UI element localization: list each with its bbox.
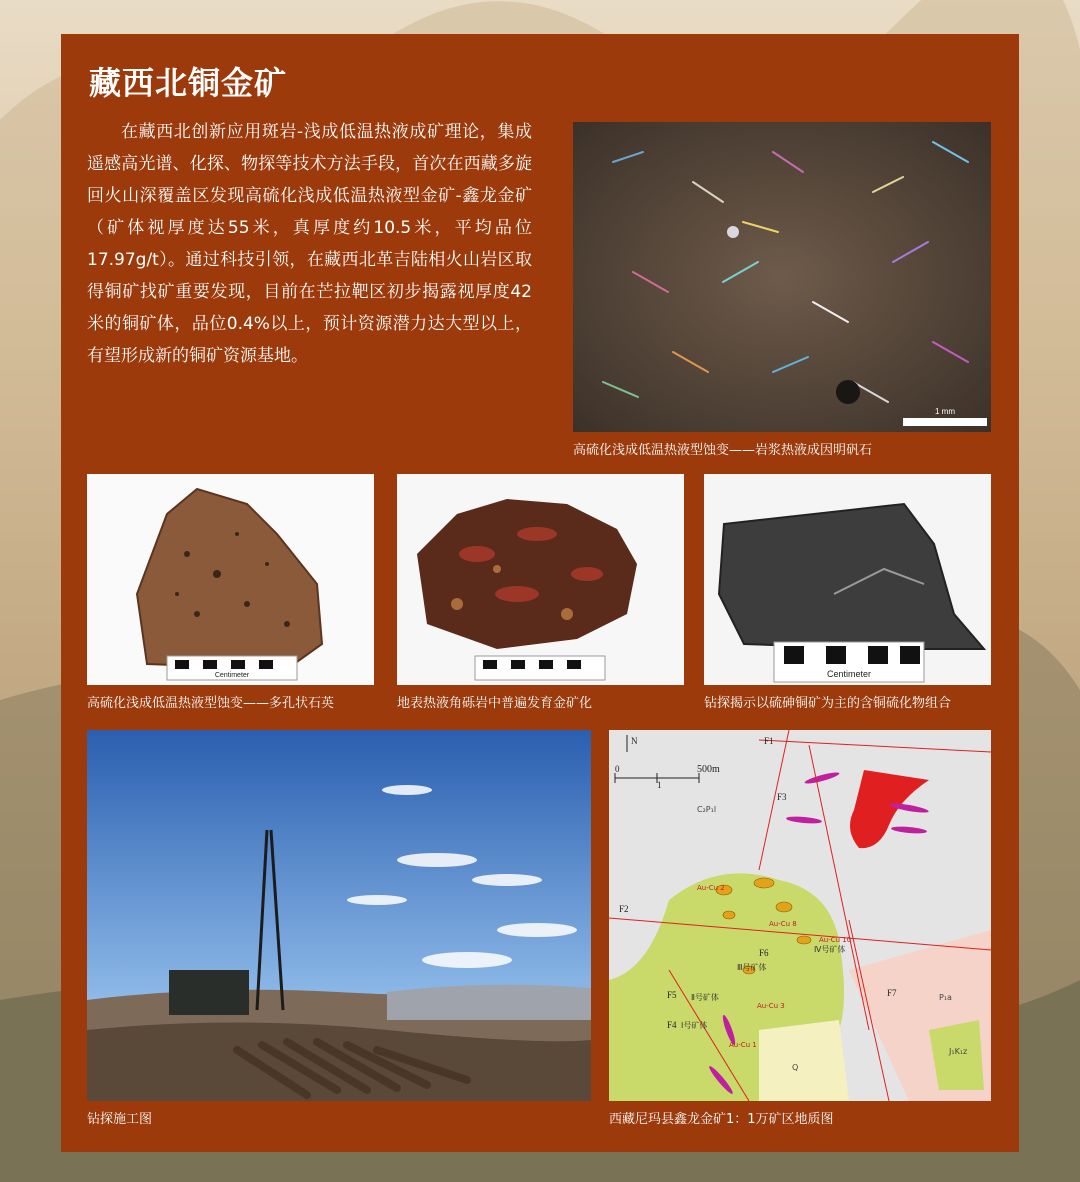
map-scale-mid: 1: [657, 780, 662, 790]
geo-map: [609, 730, 991, 1101]
map-sample-au-cu-1: Au-Cu 1: [729, 1041, 757, 1049]
rock1-ruler-label: Centimeter: [214, 672, 250, 679]
micro-photo: [573, 122, 991, 432]
map-orebody-2: Ⅱ号矿体: [691, 993, 719, 1002]
rock2-caption: 地表热液角砾岩中普遍发育金矿化: [397, 696, 593, 711]
map-orebody-3: Ⅲ号矿体: [737, 963, 767, 972]
map-north-label: N: [631, 736, 638, 746]
rock2-photo: [397, 474, 684, 685]
map-fault-f5: F5: [667, 990, 677, 1000]
map-unit-p1a: P₁a: [939, 993, 952, 1002]
rock3-caption: 钻探揭示以硫砷铜矿为主的含铜硫化物组合: [704, 696, 952, 711]
rock1-caption: 高硫化浅成低温热液型蚀变——多孔状石英: [87, 696, 335, 711]
rock1-image: [87, 474, 374, 685]
map-fault-f2: F2: [619, 904, 629, 914]
rock3-image: [704, 474, 991, 685]
map-fault-f6: F6: [759, 948, 769, 958]
page-title: 藏西北铜金矿: [89, 64, 288, 102]
map-unit-c2p1l: C₂P₁l: [697, 805, 717, 814]
micro-caption: 高硫化浅成低温热液型蚀变——岩浆热液成因明矾石: [573, 443, 873, 458]
map-scale-zero: 0: [615, 764, 620, 774]
drill-photo: [87, 730, 591, 1101]
drill-caption: 钻探施工图: [87, 1112, 153, 1127]
intro-paragraph: 在藏西北创新应用斑岩-浅成低温热液成矿理论，集成遥感高光谱、化探、物探等技术方法手段，首次在西藏多旋回火山深覆盖区发现高硫化浅成低温热液型金矿-鑫龙金矿（矿体视厚度达55米，真厚度约10.5米，平均品位17.97g/t）。通过科技引领，在藏西北革吉陆相火山岩区取得铜矿找矿重要发现，目前在芒拉靶区初步揭露视厚度42米的铜矿体，品位0.4%以上，预计资源潜力达大型以上，有望形成新的铜矿资源基地。: [87, 122, 532, 366]
map-orebody-1: Ⅰ号矿体: [681, 1021, 708, 1030]
micro-photo-image: [573, 122, 991, 432]
map-sample-au-cu-2: Au-Cu 2: [697, 884, 725, 892]
map-fault-f1: F1: [764, 736, 774, 746]
map-unit-q: Q: [792, 1063, 799, 1072]
map-sample-au-cu-8: Au-Cu 8: [769, 920, 797, 928]
rock3-photo: [704, 474, 991, 685]
drill-image: [87, 730, 591, 1101]
map-fault-f7: F7: [887, 988, 897, 998]
map-unit-j1k1z: J₁K₁z: [949, 1047, 968, 1056]
rock3-ruler-label: Centimeter: [826, 669, 872, 679]
map-scale-end: 500m: [697, 764, 720, 775]
map-caption: 西藏尼玛县鑫龙金矿1：1万矿区地质图: [609, 1112, 834, 1127]
map-sample-au-cu-10: Au-Cu 10: [819, 936, 852, 944]
rock2-image: [397, 474, 684, 685]
map-fault-f3: F3: [777, 792, 787, 802]
geo-map-image: [609, 730, 991, 1101]
map-sample-au-cu-3: Au-Cu 3: [757, 1002, 785, 1010]
map-fault-f4: F4: [667, 1020, 677, 1030]
micro-scale-label: 1 mm: [935, 407, 955, 416]
rock1-photo: [87, 474, 374, 685]
map-orebody-4: Ⅳ号矿体: [814, 945, 846, 954]
content-panel: [61, 34, 1019, 1152]
